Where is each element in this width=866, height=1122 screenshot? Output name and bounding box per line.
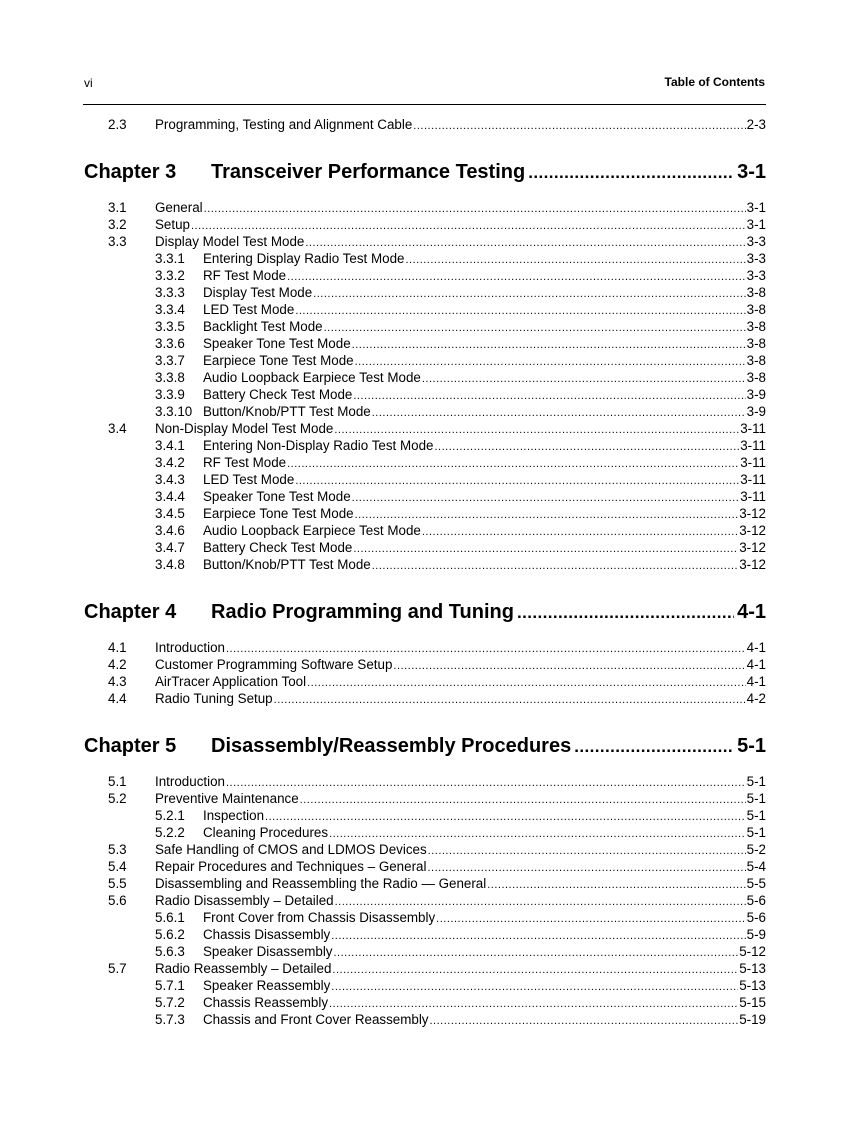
chapter-heading[interactable] — [84, 159, 766, 185]
toc-entry-number: 3.4.6 — [155, 523, 185, 538]
toc-entry-page: 3-9 — [746, 387, 766, 402]
toc-entry-number: 3.3.6 — [155, 336, 185, 351]
toc-entry-page: 5-9 — [746, 927, 766, 942]
toc-entry[interactable] — [84, 773, 766, 790]
toc-entry-title: Front Cover from Chassis Disassembly — [203, 910, 436, 925]
dot-leader — [274, 692, 746, 709]
toc-entry-page: 3-8 — [746, 319, 766, 334]
toc-entry[interactable] — [84, 790, 766, 807]
toc-entry-title: Button/Knob/PTT Test Mode — [203, 404, 371, 419]
toc-entry-number: 3.1 — [108, 200, 127, 215]
toc-entry[interactable] — [84, 420, 766, 437]
toc-entry-number: 3.3.5 — [155, 319, 185, 334]
toc-entry-page: 3-12 — [739, 506, 766, 521]
toc-entry-page: 5-13 — [739, 978, 766, 993]
toc-entry[interactable] — [84, 505, 766, 522]
chapter-heading[interactable] — [84, 733, 766, 759]
toc-entry-page: 3-11 — [740, 438, 766, 453]
toc-entry-title: Non-Display Model Test Mode — [155, 421, 334, 436]
toc-entry-title: Battery Check Test Mode — [203, 387, 353, 402]
toc-entry-number: 5.6.2 — [155, 927, 185, 942]
toc-entry-number: 5.7 — [108, 961, 127, 976]
toc-entry-number: 3.4 — [108, 421, 127, 436]
toc-entry[interactable] — [84, 539, 766, 556]
toc-entry-number: 5.7.1 — [155, 978, 185, 993]
toc-entry-number: 5.6 — [108, 893, 127, 908]
toc-entry-title: Entering Display Radio Test Mode — [203, 251, 405, 266]
toc-entry-number: 3.4.7 — [155, 540, 185, 555]
toc-entry[interactable] — [84, 403, 766, 420]
toc-entry-page: 3-8 — [746, 353, 766, 368]
toc-entry-title: Programming, Testing and Alignment Cable — [155, 117, 413, 132]
toc-entry-title: Cleaning Procedures — [203, 825, 329, 840]
toc-entry-title: LED Test Mode — [203, 302, 295, 317]
toc-entry-page: 3-11 — [740, 489, 766, 504]
toc-entry-number: 2.3 — [108, 117, 127, 132]
chapter-label: Chapter 4 — [84, 601, 177, 623]
toc-entry-title: Setup — [155, 217, 190, 232]
toc-entry[interactable] — [84, 471, 766, 488]
toc-entry-page: 5-12 — [739, 944, 766, 959]
toc-entry-title: Chassis Reassembly — [203, 995, 329, 1010]
chapter-leader — [211, 159, 766, 186]
toc-entry-title: Inspection — [203, 808, 265, 823]
table-of-contents — [84, 116, 766, 1028]
toc-entry[interactable] — [84, 386, 766, 403]
toc-entry[interactable] — [84, 909, 766, 926]
toc-entry-number: 3.4.1 — [155, 438, 185, 453]
toc-entry-title: Button/Knob/PTT Test Mode — [203, 557, 371, 572]
toc-entry-page: 3-1 — [746, 217, 766, 232]
toc-entry[interactable] — [84, 216, 766, 233]
toc-entry-number: 5.1 — [108, 774, 127, 789]
toc-entry-number: 5.6.1 — [155, 910, 185, 925]
spacer — [84, 185, 766, 199]
toc-entry-page: 5-1 — [746, 774, 766, 789]
toc-entry-number: 5.5 — [108, 876, 127, 891]
toc-entry[interactable] — [84, 116, 766, 133]
page-number: vi — [84, 76, 93, 90]
toc-entry[interactable] — [84, 960, 766, 977]
toc-entry-leader — [203, 556, 766, 575]
toc-entry-page: 4-1 — [746, 657, 766, 672]
toc-entry-title: LED Test Mode — [203, 472, 295, 487]
toc-entry-page: 3-8 — [746, 302, 766, 317]
toc-entry-number: 5.7.3 — [155, 1012, 185, 1027]
toc-entry[interactable] — [84, 522, 766, 539]
toc-entry[interactable] — [84, 369, 766, 386]
running-header-title: Table of Contents — [664, 75, 765, 89]
toc-entry[interactable] — [84, 690, 766, 707]
toc-entry-page: 3-12 — [739, 523, 766, 538]
toc-entry[interactable] — [84, 926, 766, 943]
toc-entry-number: 3.3.2 — [155, 268, 185, 283]
toc-entry-number: 3.3 — [108, 234, 127, 249]
toc-entry-page: 2-3 — [746, 117, 766, 132]
toc-entry-title: Earpiece Tone Test Mode — [203, 506, 354, 521]
toc-entry-page: 3-9 — [746, 404, 766, 419]
dot-leader — [413, 118, 745, 135]
toc-entry[interactable] — [84, 977, 766, 994]
spacer — [84, 573, 766, 599]
spacer — [84, 707, 766, 733]
chapter-heading[interactable] — [84, 599, 766, 625]
toc-entry-title: Speaker Tone Test Mode — [203, 336, 351, 351]
toc-entry-title: Radio Reassembly – Detailed — [155, 961, 332, 976]
toc-entry-leader — [155, 690, 766, 709]
toc-entry-title: Chassis and Front Cover Reassembly — [203, 1012, 429, 1027]
toc-entry-leader — [155, 116, 766, 135]
toc-entry-page: 5-2 — [746, 842, 766, 857]
toc-entry-number: 5.2.1 — [155, 808, 185, 823]
toc-entry[interactable] — [84, 318, 766, 335]
toc-entry-page: 3-12 — [739, 557, 766, 572]
chapter-title: Radio Programming and Tuning — [211, 601, 514, 623]
dot-leader — [517, 600, 734, 626]
toc-entry-page: 3-8 — [746, 370, 766, 385]
chapter-label: Chapter 3 — [84, 161, 177, 183]
toc-entry[interactable] — [84, 858, 766, 875]
toc-entry-number: 3.4.3 — [155, 472, 185, 487]
toc-entry-page: 5-13 — [739, 961, 766, 976]
toc-entry-title: RF Test Mode — [203, 455, 287, 470]
toc-entry[interactable] — [84, 841, 766, 858]
toc-entry-number: 5.6.3 — [155, 944, 185, 959]
toc-entry-page: 5-6 — [746, 893, 766, 908]
dot-leader — [574, 734, 734, 760]
toc-entry-page: 5-1 — [746, 791, 766, 806]
toc-entry[interactable] — [84, 807, 766, 824]
toc-entry-page: 3-1 — [746, 200, 766, 215]
toc-entry-number: 3.4.4 — [155, 489, 185, 504]
toc-entry-title: Audio Loopback Earpiece Test Mode — [203, 370, 421, 385]
toc-entry-title: Speaker Disassembly — [203, 944, 333, 959]
toc-entry[interactable] — [84, 556, 766, 573]
chapter-title: Disassembly/Reassembly Procedures — [211, 735, 572, 757]
toc-entry-title: Repair Procedures and Techniques – General — [155, 859, 427, 874]
toc-entry-page: 3-11 — [740, 472, 766, 487]
toc-entry-title: Audio Loopback Earpiece Test Mode — [203, 523, 421, 538]
toc-entry-number: 4.4 — [108, 691, 127, 706]
dot-leader — [430, 1013, 739, 1030]
toc-entry-title: Chassis Disassembly — [203, 927, 331, 942]
toc-entry[interactable] — [84, 454, 766, 471]
toc-entry-number: 3.4.8 — [155, 557, 185, 572]
toc-entry[interactable] — [84, 250, 766, 267]
toc-entry-page: 4-1 — [746, 674, 766, 689]
toc-entry-page: 5-4 — [746, 859, 766, 874]
toc-entry-number: 3.4.2 — [155, 455, 185, 470]
toc-entry-number: 3.3.10 — [155, 404, 193, 419]
toc-entry[interactable] — [84, 639, 766, 656]
toc-entry[interactable] — [84, 892, 766, 909]
toc-entry-title: Speaker Reassembly — [203, 978, 331, 993]
toc-entry[interactable] — [84, 488, 766, 505]
toc-entry-title: Speaker Tone Test Mode — [203, 489, 351, 504]
toc-entry[interactable] — [84, 301, 766, 318]
toc-entry[interactable] — [84, 199, 766, 216]
toc-entry-number: 4.2 — [108, 657, 127, 672]
toc-entry-title: Display Model Test Mode — [155, 234, 305, 249]
toc-entry-page: 3-11 — [740, 455, 766, 470]
toc-entry-page: 3-8 — [746, 285, 766, 300]
header-rule — [83, 104, 766, 105]
toc-entry-title: General — [155, 200, 203, 215]
spacer — [84, 759, 766, 773]
toc-entry[interactable] — [84, 994, 766, 1011]
toc-entry[interactable] — [84, 943, 766, 960]
toc-entry-number: 3.3.4 — [155, 302, 185, 317]
toc-entry-title: Backlight Test Mode — [203, 319, 323, 334]
toc-entry-page: 5-5 — [746, 876, 766, 891]
chapter-page: 4-1 — [737, 601, 766, 623]
toc-entry[interactable] — [84, 335, 766, 352]
toc-entry-page: 3-8 — [746, 336, 766, 351]
toc-entry-title: Entering Non-Display Radio Test Mode — [203, 438, 434, 453]
toc-entry-title: Disassembling and Reassembling the Radio — General — [155, 876, 487, 891]
toc-entry-page: 5-19 — [739, 1012, 766, 1027]
toc-entry-page: 4-1 — [746, 640, 766, 655]
toc-entry[interactable] — [84, 437, 766, 454]
toc-entry-title: Earpiece Tone Test Mode — [203, 353, 354, 368]
toc-entry-title: Introduction — [155, 640, 225, 655]
toc-entry-number: 3.3.1 — [155, 251, 185, 266]
toc-entry-number: 3.3.8 — [155, 370, 185, 385]
toc-entry-title: Introduction — [155, 774, 225, 789]
toc-entry-page: 3-12 — [739, 540, 766, 555]
toc-entry[interactable] — [84, 352, 766, 369]
toc-entry-number: 3.2 — [108, 217, 127, 232]
toc-entry-page: 5-1 — [746, 808, 766, 823]
spacer — [84, 133, 766, 159]
toc-entry-leader — [203, 1011, 766, 1030]
toc-entry-title: Display Test Mode — [203, 285, 313, 300]
chapter-label: Chapter 5 — [84, 735, 177, 757]
chapter-title: Transceiver Performance Testing — [211, 161, 526, 183]
toc-entry-page: 3-3 — [746, 251, 766, 266]
toc-entry[interactable] — [84, 1011, 766, 1028]
toc-entry-title: Safe Handling of CMOS and LDMOS Devices — [155, 842, 427, 857]
toc-entry-number: 3.3.3 — [155, 285, 185, 300]
toc-entry-page: 3-3 — [746, 234, 766, 249]
toc-entry[interactable] — [84, 233, 766, 250]
toc-entry-page: 5-15 — [739, 995, 766, 1010]
dot-leader — [528, 160, 734, 186]
chapter-page: 3-1 — [737, 161, 766, 183]
chapter-page: 5-1 — [737, 735, 766, 757]
toc-entry-number: 4.1 — [108, 640, 127, 655]
toc-entry-title: RF Test Mode — [203, 268, 287, 283]
toc-entry-page: 4-2 — [746, 691, 766, 706]
toc-entry-page: 5-6 — [746, 910, 766, 925]
toc-entry[interactable] — [84, 267, 766, 284]
spacer — [84, 625, 766, 639]
toc-entry-number: 5.4 — [108, 859, 127, 874]
toc-entry[interactable] — [84, 875, 766, 892]
toc-entry-number: 3.4.5 — [155, 506, 185, 521]
toc-entry[interactable] — [84, 673, 766, 690]
toc-entry[interactable] — [84, 284, 766, 301]
dot-leader — [372, 558, 738, 575]
toc-entry-number: 5.2.2 — [155, 825, 185, 840]
toc-entry[interactable] — [84, 824, 766, 841]
toc-entry-number: 5.2 — [108, 791, 127, 806]
toc-entry-title: Preventive Maintenance — [155, 791, 299, 806]
toc-entry-page: 5-1 — [746, 825, 766, 840]
chapter-leader — [211, 599, 766, 626]
toc-entry-title: Radio Tuning Setup — [155, 691, 273, 706]
toc-entry-title: AirTracer Application Tool — [155, 674, 307, 689]
toc-entry-number: 3.3.7 — [155, 353, 185, 368]
toc-entry-number: 4.3 — [108, 674, 127, 689]
toc-entry-title: Battery Check Test Mode — [203, 540, 353, 555]
toc-entry-page: 3-11 — [740, 421, 766, 436]
toc-entry-page: 3-3 — [746, 268, 766, 283]
toc-entry[interactable] — [84, 656, 766, 673]
toc-entry-number: 5.7.2 — [155, 995, 185, 1010]
toc-entry-title: Customer Programming Software Setup — [155, 657, 393, 672]
toc-entry-title: Radio Disassembly – Detailed — [155, 893, 334, 908]
chapter-leader — [211, 733, 766, 760]
toc-entry-number: 5.3 — [108, 842, 127, 857]
toc-entry-number: 3.3.9 — [155, 387, 185, 402]
